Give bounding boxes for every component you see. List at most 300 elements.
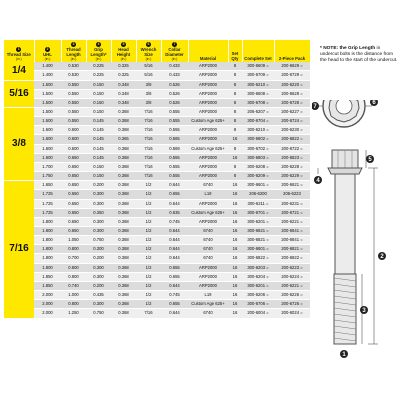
table-cell: 0.368 [111,272,136,281]
table-cell: 0.644 [161,245,188,254]
table-cell: ARP2000 [188,135,228,144]
table-cell: 300-6206 = [242,291,274,300]
column-header [86,40,111,62]
column-number-badge: 3 [72,42,75,46]
table-cell: 0.800 [61,300,86,309]
table-row [4,98,310,107]
callout-4 [314,176,322,184]
table-cell: 0.644 [161,199,188,208]
table-cell: 0.600 [61,126,86,135]
table-cell: 0.145 [86,153,111,162]
table-cell: 7/16 [136,107,161,116]
table-cell: 0.655 [161,300,188,309]
table-cell: 300-6822 = [242,254,274,263]
table-row [4,107,310,116]
table-cell: 0.526 [161,89,188,98]
table-cell: 300-6704 = [242,117,274,126]
table-cell: 0.644 [161,281,188,290]
table-cell: 300-6709 = [242,71,274,80]
table-cell: 1.250 [61,309,86,318]
table-row [4,162,310,171]
callout-3 [360,306,368,314]
column-header [188,40,228,62]
table-row [4,80,310,89]
table-cell: 1.725 [34,199,61,208]
table-cell: 16 [228,199,242,208]
table-cell: 200-6729 = [274,71,310,80]
table-cell: 0.644 [161,254,188,263]
table-cell: 0.700 [61,254,86,263]
table-cell: ARP2000 [188,62,228,71]
table-cell: 3/8 [136,89,161,98]
table-cell: 1.700 [34,162,61,171]
table-cell: 0.650 [61,190,86,199]
table-cell: 0.555 [161,153,188,162]
table-cell: 16 [228,190,242,199]
table-cell: 1.000 [61,291,86,300]
table-cell: 1/2 [136,217,161,226]
table-cell: 0.300 [86,272,111,281]
column-header-unit: (in.) [145,57,152,62]
column-number-badge: 5 [122,42,125,46]
column-header-unit: (in.) [120,57,127,62]
table-cell: 200-6228 = [274,162,310,171]
table-cell: Custom Age 625+ [188,300,228,309]
table-cell: 8 [228,80,242,89]
table-cell: 200-6628 = [274,89,310,98]
table-cell: 206-6207 = [242,107,274,116]
table-cell: 0.435 [86,291,111,300]
table-cell: 8 [228,144,242,153]
table-cell: 300-6702 = [242,144,274,153]
column-header-label: Thread Size [6,51,31,57]
table-cell: 0.368 [111,208,136,217]
table-cell: ARP2000 [188,89,228,98]
thread-size-cell: 3/8 [4,107,34,180]
table-cell: 300-6801 = [242,245,274,254]
table-row [4,245,310,254]
table-cell: 0.368 [111,126,136,135]
table-cell: 1/2 [136,208,161,217]
table-cell: 7/16 [136,117,161,126]
table-cell: ARP2000 [188,281,228,290]
column-header [111,40,136,62]
column-header [61,40,86,62]
table-row [4,300,310,309]
table-cell: 0.368 [111,300,136,309]
table-cell: 0.745 [161,291,188,300]
table-cell: 0.145 [86,117,111,126]
table-cell: 200-6221 = [274,217,310,226]
column-header [34,40,61,62]
table-cell: 300-6706 = [242,300,274,309]
table-cell: 0.348 [111,89,136,98]
table-cell: 0.200 [86,254,111,263]
column-header [242,40,274,62]
svg-text:3: 3 [362,308,366,314]
table-cell: 1/2 [136,254,161,263]
table-cell: Custom Age 625+ [188,208,228,217]
table-row [4,281,310,290]
callout-2 [378,252,386,260]
table-cell: 0.526 [161,98,188,107]
table-row [4,135,310,144]
column-header-label: Collar Diameter [165,47,184,57]
table-cell: 1.600 [34,135,61,144]
table-row [4,172,310,181]
table-cell: 1.400 [34,62,61,71]
table-row [4,208,310,217]
table-cell: 1.500 [34,107,61,116]
table-cell: 1/2 [136,263,161,272]
table-cell: 0.550 [61,89,86,98]
table-cell: 0.555 [161,162,188,171]
bolt-head-top-view [316,100,372,127]
table-cell: ARP2000 [188,162,228,171]
table-cell: 1.500 [34,80,61,89]
table-cell: ARP2000 [188,172,228,181]
table-cell: ARP2000 [188,153,228,162]
table-cell: 16 [228,217,242,226]
table-cell: 1.650 [34,181,61,190]
table-cell: ARP2000 [188,272,228,281]
table-cell: 0.550 [61,107,86,116]
table-row [4,272,310,281]
table-row [4,227,310,236]
table-cell: 1.800 [34,227,61,236]
table-cell: 200-6841 = [274,236,310,245]
table-row [4,71,310,80]
table-cell: 0.550 [61,80,86,89]
table-cell: 0.433 [161,62,188,71]
table-cell: 300-6210 = [242,126,274,135]
table-cell: 0.150 [86,98,111,107]
table-cell: 0.650 [61,181,86,190]
note-text: in undercut bolts is the distance from the head to the start of the undercut. [320,46,398,63]
table-cell: 0.550 [61,98,86,107]
table-cell: 5/16 [136,71,161,80]
table-cell: 0.225 [86,71,111,80]
table-cell: 1.500 [34,98,61,107]
table-cell: 0.200 [86,181,111,190]
table-cell: 0.368 [111,227,136,236]
table-cell: 16 [228,263,242,272]
table-row [4,190,310,199]
table-cell: 1.800 [34,236,61,245]
table-cell: 1.800 [34,217,61,226]
column-number-badge: 6 [147,42,150,46]
table-cell: 0.650 [61,199,86,208]
table-cell: 1.850 [34,272,61,281]
table-cell: 300-6204 = [242,272,274,281]
thread-size-cell: 5/16 [4,80,34,107]
table-cell: 16 [228,281,242,290]
table-cell: 0.145 [86,144,111,153]
table-cell: 6740 [188,236,228,245]
table-cell: 0.368 [111,190,136,199]
table-cell: 0.650 [61,208,86,217]
table-cell: 16 [228,272,242,281]
table-cell: 200-6004 = [242,309,274,318]
table-cell: 7/16 [136,309,161,318]
table-cell: L19 [188,190,228,199]
spec-sheet [2,40,400,360]
table-cell: 16 [228,153,242,162]
column-header [228,40,242,62]
table-cell: 1.600 [34,153,61,162]
column-header [161,40,188,62]
table-cell: 1/2 [136,227,161,236]
column-header-label: Head Height [116,47,131,57]
svg-text:1: 1 [342,352,346,358]
table-row [4,126,310,135]
table-cell: 2.000 [34,300,61,309]
table-cell: 300-6208 = [242,162,274,171]
table-cell: 206-6223 [274,190,310,199]
table-row [4,309,310,318]
table-cell: 5/16 [136,62,161,71]
table-cell: 1.850 [34,281,61,290]
table-cell: 6740 [188,245,228,254]
table-cell: 300-6209 = [242,172,274,181]
table-cell: 0.800 [61,263,86,272]
table-cell: 300-6621 = [242,227,274,236]
table-cell: 0.368 [111,254,136,263]
table-cell: 8 [228,98,242,107]
table-cell: ARP2000 [188,263,228,272]
table-cell: 300-6201 = [242,217,274,226]
table-cell: 16 [228,291,242,300]
table-cell: 0.150 [86,162,111,171]
bolt-spec-table [4,40,311,319]
table-cell: 0.150 [86,172,111,181]
table-cell: 0.750 [86,309,111,318]
table-cell: 1/2 [136,236,161,245]
table-cell: 0.150 [86,80,111,89]
table-cell: 1.500 [34,117,61,126]
table-cell: 200-6024 = [274,309,310,318]
table-cell: 200-6722 = [274,144,310,153]
table-cell: 0.555 [161,172,188,181]
table-cell: 200-6629 = [274,62,310,71]
table-cell: 200-6227 = [274,107,310,116]
column-header-label: Wrench Size [140,47,157,57]
column-number-badge: 1 [17,46,20,51]
table-cell: 0.350 [86,208,111,217]
table-cell: 1.725 [34,208,61,217]
table-cell: 0.644 [161,309,188,318]
table-cell: 0.740 [61,281,86,290]
table-cell: 0.635 [161,208,188,217]
table-cell: 8 [228,117,242,126]
table-cell: 0.300 [86,217,111,226]
table-cell: 7/16 [136,172,161,181]
table-cell: 1/2 [136,291,161,300]
table-cell: 7/16 [136,162,161,171]
table-cell: 0.530 [61,71,86,80]
table-cell: 0.555 [161,107,188,116]
table-cell: 7/16 [136,135,161,144]
callout-7 [312,102,319,110]
table-cell: 200-6224 = [274,272,310,281]
table-cell: 200-6728 = [274,98,310,107]
table-cell: 1/2 [136,199,161,208]
table-cell: 1.500 [34,89,61,98]
table-row [4,62,310,71]
column-header-unit: (in.) [15,57,22,62]
table-cell: 0.644 [161,227,188,236]
table-cell: 0.368 [111,144,136,153]
column-header-label: Material [199,55,217,61]
column-header-unit: (in.) [95,57,102,62]
table-cell: 0.600 [61,144,86,153]
table-cell: 0.145 [86,126,111,135]
table-header-row [4,40,310,62]
table-cell: 0.600 [61,135,86,144]
table-cell: 8 [228,107,242,116]
table-cell: 1/2 [136,190,161,199]
table-cell: 0.150 [86,89,111,98]
table-cell: 0.530 [61,62,86,71]
column-header-label: Complete Set [244,55,272,61]
table-cell: 6740 [188,227,228,236]
table-cell: 16 [228,181,242,190]
table-row [4,291,310,300]
table-cell: 1.800 [34,245,61,254]
table-cell: 1/2 [136,300,161,309]
table-row [4,153,310,162]
table-cell: 8 [228,89,242,98]
table-cell: 1/2 [136,272,161,281]
table-cell: 0.650 [61,227,86,236]
table-cell: 200-6231 = [274,199,310,208]
table-cell: 3/8 [136,98,161,107]
table-cell: 3/8 [136,80,161,89]
table-cell: ARP2000 [188,217,228,226]
table-cell: 0.145 [86,135,111,144]
table-cell: 200-6220 = [274,80,310,89]
table-cell: 200-6221 = [274,281,310,290]
table-cell: 0.368 [111,162,136,171]
table-cell: 1.600 [34,144,61,153]
table-cell: 0.300 [86,263,111,272]
table-cell: 7/16 [136,153,161,162]
table-cell: 0.368 [111,263,136,272]
table-row [4,217,310,226]
table-cell: 200-6621 = [274,181,310,190]
table-cell: 0.150 [86,107,111,116]
table-cell: 300-6708 = [242,98,274,107]
table-cell: 0.365 [111,135,136,144]
table-cell: 0.550 [61,117,86,126]
table-cell: 300-6701 = [242,208,274,217]
column-header [274,40,310,62]
table-row [4,236,310,245]
table-cell: 206-6200 [242,190,274,199]
table-cell: 0.368 [111,153,136,162]
table-cell: 0.644 [161,236,188,245]
table-cell: 0.348 [111,80,136,89]
table-cell: 1.600 [34,126,61,135]
table-cell: 0.368 [111,236,136,245]
table-cell: 0.368 [111,117,136,126]
table-cell: 0.348 [111,98,136,107]
table-cell: 200-6823 = [274,153,310,162]
table-cell: 300-6210 = [242,80,274,89]
table-cell: 0.555 [161,117,188,126]
table-cell: 200-6726 = [274,300,310,309]
table-cell: 1.800 [34,254,61,263]
svg-text:7: 7 [313,104,317,110]
table-cell: 0.368 [111,199,136,208]
table-cell: 200-6721 = [274,208,310,217]
table-cell: 200-6223 = [274,263,310,272]
table-cell: 0.650 [61,162,86,171]
table-cell: 0.300 [86,245,111,254]
table-cell: 2.000 [34,291,61,300]
table-cell: 200-6230 = [274,126,310,135]
table-cell: 1.725 [34,190,61,199]
table-cell: ARP2000 [188,126,228,135]
table-cell: 0.368 [111,181,136,190]
table-cell: 2.000 [34,309,61,318]
table-cell: 0.368 [111,309,136,318]
thread-size-cell: 7/16 [4,181,34,318]
table-cell: 0.368 [111,107,136,116]
table-cell: 16 [228,245,242,254]
table-cell: ARP2000 [188,98,228,107]
column-number-badge: 2 [46,46,49,51]
table-cell: 300-6601 = [242,181,274,190]
table-cell: 0.650 [61,217,86,226]
table-cell: 200-6822 = [274,135,310,144]
callout-6 [370,100,378,106]
table-row [4,263,310,272]
column-number-badge: 7 [173,42,176,46]
svg-text:5: 5 [368,157,372,163]
table-cell: L19 [188,291,228,300]
table-cell: 0.650 [61,172,86,181]
grip-length-note [320,46,400,64]
table-cell: 0.300 [86,190,111,199]
table-cell: 0.800 [61,245,86,254]
table-cell: 8 [228,162,242,171]
column-header-label: Grip Length* [90,47,107,57]
table-cell: 0.644 [161,181,188,190]
table-cell: 300-6802 = [242,135,274,144]
svg-text:6: 6 [372,100,376,106]
table-cell: 16 [228,208,242,217]
table-cell: 16 [228,254,242,263]
table-cell: 6740 [188,309,228,318]
table-cell: 0.325 [111,62,136,71]
table-cell: ARP2000 [188,80,228,89]
table-cell: 0.368 [111,291,136,300]
table-cell: 0.655 [161,190,188,199]
table-cell: 300-6609 = [242,62,274,71]
table-cell: 0.750 [86,236,111,245]
table-cell: 300-6803 = [242,153,274,162]
table-cell: 16 [228,300,242,309]
table-cell: 16 [228,236,242,245]
table-row [4,144,310,153]
column-header-label: 2-Piece Pack [278,55,306,61]
table-cell: 200-6641 = [274,227,310,236]
table-cell: 200-6229 = [274,172,310,181]
thread-size-cell: 1/4 [4,62,34,80]
table-cell: 0.555 [161,126,188,135]
column-header [4,40,34,62]
